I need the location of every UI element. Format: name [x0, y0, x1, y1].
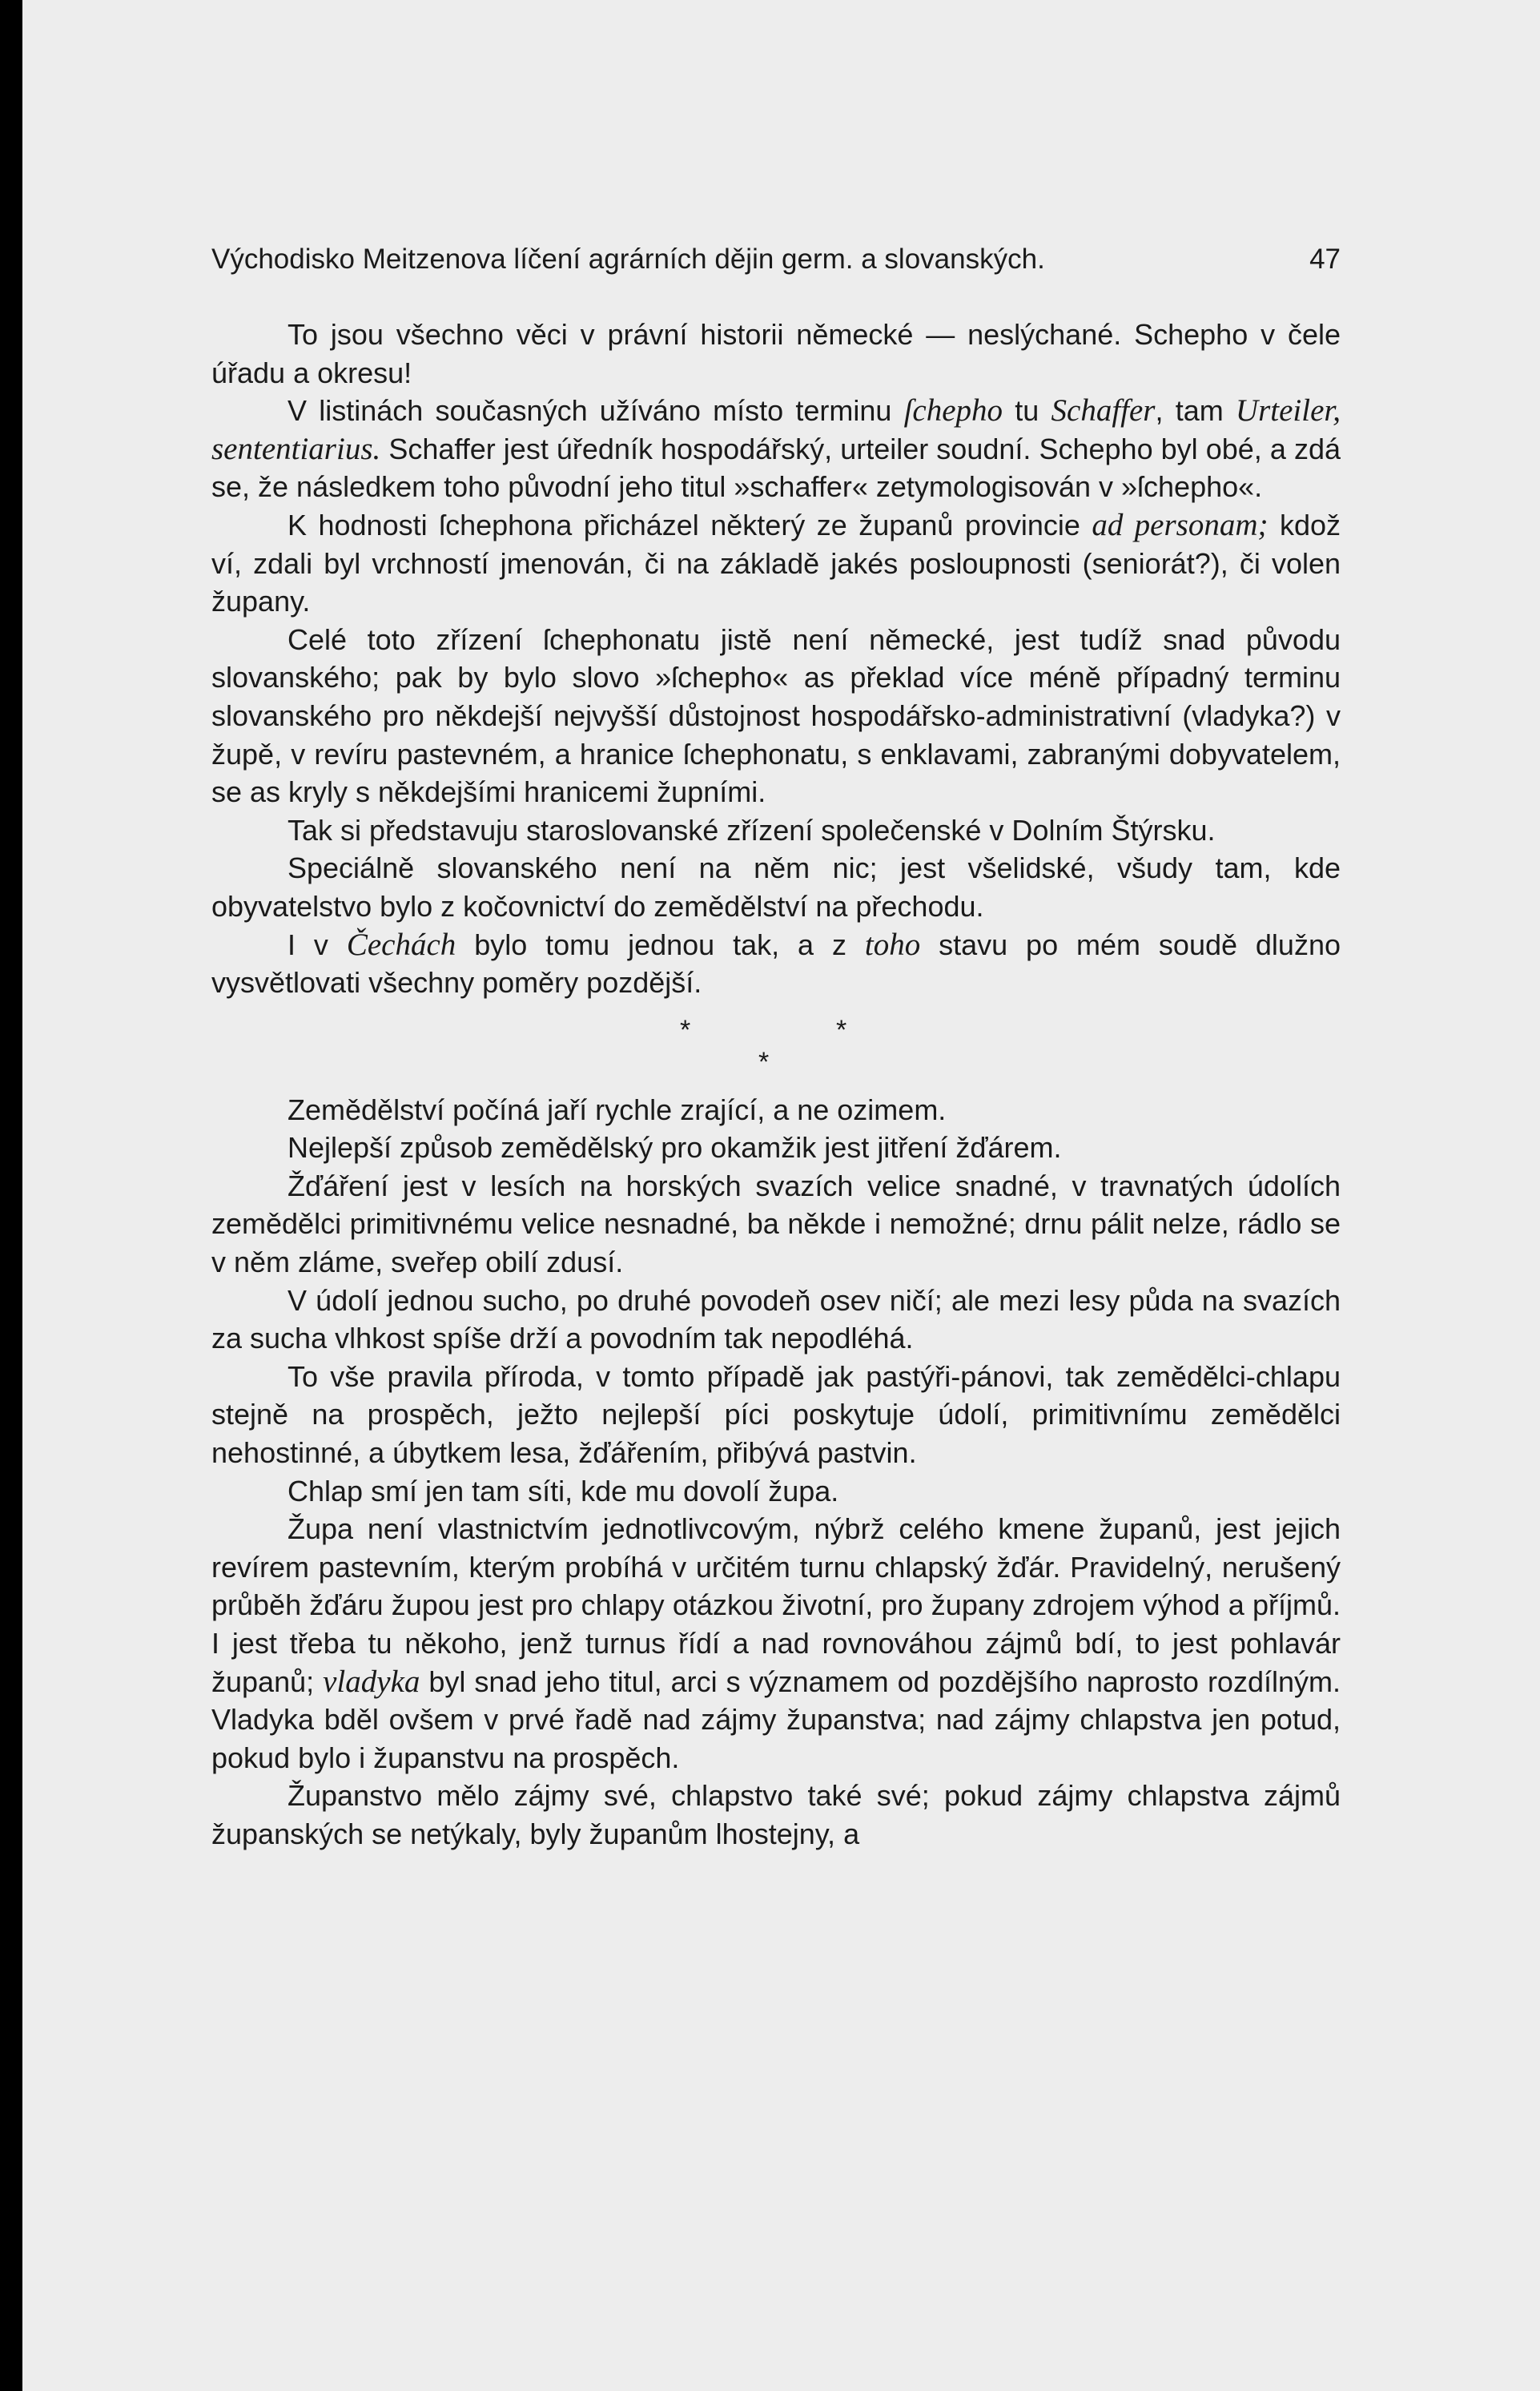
paragraph [211, 392, 1341, 506]
running-title: Východisko Meitzenova líčení agrárních dějin germ. a slovanských. [211, 244, 1045, 275]
paragraph-text: V listinách současných užíváno místo terminu [287, 394, 904, 428]
paragraph [211, 926, 1341, 1002]
running-head [211, 237, 1341, 282]
paragraph [211, 1129, 1341, 1167]
paragraph-text: To vše pravila příroda, v tomto případě jak pastýři-pánovi, tak zemědělci-chlapu stejně na prospěch, ježto nejlepší píci poskytuje údolí, primitivnímu zemědělci nehostinné, a úbytkem lesa, žďářením, přibývá pastvin. [211, 1359, 1341, 1470]
paragraph-text: Speciálně slovanského není na něm nic; jest všelidské, všudy tam, kde obyvatelstvo bylo z kočovnictví do zemědělství na přechodu. [211, 851, 1341, 923]
italic-term: toho [864, 927, 921, 962]
italic-term: ad personam; [1092, 507, 1269, 542]
text-block [211, 237, 1341, 1854]
paragraph [211, 1167, 1341, 1282]
paragraph-text: Županstvo mělo zájmy své, chlapstvo také své; pokud zájmy chlapstva zájmů županských se netýkaly, byly županům lhostejny, a [211, 1779, 1341, 1850]
paragraph [211, 316, 1341, 392]
paragraph-text: Tak si představuju staroslovanské zřízení společenské v Dolním Štýrsku. [287, 813, 1216, 847]
paragraph [211, 1358, 1341, 1472]
italic-term: Čechách [346, 927, 456, 962]
asterisk: * [680, 1014, 691, 1045]
paragraph-text: Zemědělství počíná jaří rychle zrající, a ne ozimem. [287, 1093, 947, 1126]
book-page [22, 0, 1540, 2391]
page-number: 47 [1309, 244, 1341, 275]
paragraph-text: K hodnosti ſchephona přicházel některý ze županů provincie [287, 508, 1092, 541]
paragraph-text: kdož ví, zdali byl vrchností jmenován, či na základě jakés posloupnosti (seniorát?), či volen župany. [211, 508, 1341, 618]
italic-term: vladyka [323, 1664, 420, 1699]
asterisk: * [836, 1014, 847, 1045]
italic-term: ſchepho [903, 393, 1003, 429]
paragraph-text: Žďáření jest v lesích na horských svazích velice snadné, v travnatých údolích zemědělci primitivnému velice nesnadné, ba někde i nemožné; drnu pálit nelze, rádlo se v něm zláme, sveřep obilí zdusí. [211, 1169, 1341, 1279]
paragraph-text: V údolí jednou sucho, po druhé povodeň osev ničí; ale mezi lesy půda na svazích za sucha vlhkost spíše drží a povodním tak nepodléhá. [211, 1283, 1341, 1355]
paragraph-text: Celé toto zřízení ſchephonatu jistě není německé, jest tudíž snad původu slovanského; pak by bylo slovo »ſchepho« as překlad více méně případný terminu slovanského pro někdejší nejvyšší důstojnost hospodářsko-administrativní (vladyka?) v župě, v revíru pastevném, a hranice ſchephonatu, s enklavami, zabranými dobyvatelem, se as kryly s někdejšími hranicemi župními. [211, 622, 1341, 809]
paragraph [211, 1510, 1341, 1777]
paragraph-text: I v [287, 928, 347, 961]
paragraph [211, 1777, 1341, 1853]
paragraph-text: byl snad jeho titul, arci s významem od pozdějšího naprosto rozdílným. Vladyka bděl ovšem v prvé řadě nad zájmy županstva; nad zájmy chlapstva jen potud, pokud bylo i županstvu na prospěch. [211, 1664, 1341, 1774]
paragraph-text: Chlap smí jen tam síti, kde mu dovolí župa. [287, 1474, 839, 1507]
paragraph-text: stavu po mém soudě dlužno vysvětlovati všechny poměry pozdější. [211, 928, 1341, 1000]
paragraph [211, 506, 1341, 621]
paragraph [211, 811, 1341, 850]
paragraph-text: , tam [1155, 394, 1236, 428]
italic-term: Urteiler, sententiarius. [211, 393, 1341, 466]
section-separator [211, 1012, 1341, 1088]
paragraph [211, 1472, 1341, 1511]
asterisk: * [758, 1046, 770, 1077]
paragraph [211, 849, 1341, 925]
paragraph-text: To jsou všechno věci v právní historii německé — neslýchané. Schepho v čele úřadu a okresu! [211, 318, 1341, 389]
paragraph-text: Schaffer jest úředník hospodářský, urteiler soudní. Schepho byl obé, a zdá se, že následkem toho původní jeho titul »schaffer« zetymologisován v »ſchepho«. [211, 432, 1341, 504]
paragraph [211, 1282, 1341, 1358]
paragraph-text: bylo tomu jednou tak, a z [456, 928, 865, 961]
paragraph-text: tu [1003, 394, 1051, 428]
body-text [211, 316, 1341, 1854]
paragraph [211, 1091, 1341, 1129]
italic-term: Schaffer [1051, 393, 1156, 429]
paragraph [211, 621, 1341, 811]
paragraph-text: Nejlepší způsob zemědělský pro okamžik jest jitření žďárem. [287, 1131, 1062, 1165]
paragraph-text: Župa není vlastnictvím jednotlivcovým, nýbrž celého kmene županů, jest jejich revírem pastevním, kterým probíhá v určitém turnu chlapský žďár. Pravidelný, nerušený průběh žďáru župou jest pro chlapy otázkou životní, pro župany zdrojem výhod a příjmů. I jest třeba tu někoho, jenž turnus řídí a nad rovnováhou zájmů bdí, to jest pohlavár županů; [211, 1512, 1341, 1698]
